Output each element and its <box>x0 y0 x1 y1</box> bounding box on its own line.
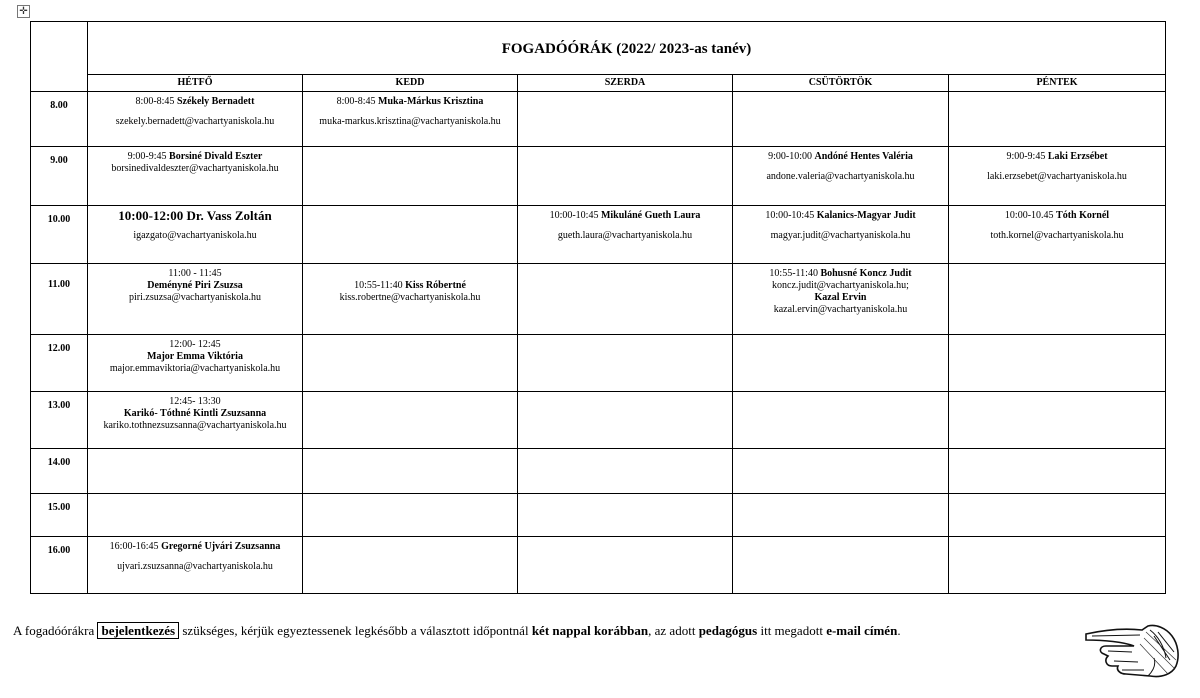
slot-cell <box>733 206 949 264</box>
slot-cell-empty <box>88 494 303 537</box>
slot-cell-empty <box>303 392 518 449</box>
pointing-hand-icon <box>1084 616 1184 684</box>
office-hours-table <box>30 21 1166 594</box>
teacher-name: Kazal Ervin <box>814 292 867 303</box>
teacher-email[interactable]: magyar.judit@vachartyaniskola.hu <box>770 230 911 241</box>
teacher-name: Dr. Vass Zoltán <box>186 208 272 223</box>
slot-cell-empty <box>518 537 733 594</box>
slot-cell <box>733 264 949 335</box>
slot-time: 9:00-9:45 <box>127 151 167 162</box>
slot-cell-empty <box>518 449 733 494</box>
teacher-email[interactable]: borsinedivaldeszter@vachartyaniskola.hu <box>111 163 279 174</box>
note-text: szükséges, kérjük egyeztessenek legkésőbb a választott időpontnál <box>182 623 529 638</box>
teacher-email[interactable]: szekely.bernadett@vachartyaniskola.hu <box>115 116 275 127</box>
slot-time: 10:00-12:00 <box>118 208 184 223</box>
slot-time: 10:55-11:40 <box>354 280 403 291</box>
teacher-name: Bohusné Koncz Judit <box>820 268 912 279</box>
teacher-email[interactable]: toth.kornel@vachartyaniskola.hu <box>990 230 1124 241</box>
teacher-name: Tóth Kornél <box>1056 210 1110 221</box>
slot-time: 8:00-8:45 <box>135 96 175 107</box>
teacher-email[interactable]: ujvari.zsuzsanna@vachartyaniskola.hu <box>117 561 273 572</box>
note-text: A fogadóórákra <box>13 623 95 638</box>
teacher-name: Kiss Róbertné <box>405 280 466 291</box>
slot-cell <box>88 147 303 206</box>
teacher-email[interactable]: laki.erzsebet@vachartyaniskola.hu <box>987 171 1127 182</box>
day-header-monday: HÉTFŐ <box>88 75 303 92</box>
slot-time: 12:45- 13:30 <box>169 396 221 407</box>
teacher-name: Laki Erzsébet <box>1047 151 1108 162</box>
slot-cell-empty <box>303 449 518 494</box>
hour-label: 8.00 <box>31 92 88 147</box>
teacher-email[interactable]: igazgato@vachartyaniskola.hu <box>133 230 257 241</box>
slot-cell-empty <box>733 392 949 449</box>
slot-cell-empty <box>733 335 949 392</box>
note-text: , az adott <box>648 623 696 638</box>
slot-cell-empty <box>949 335 1166 392</box>
teacher-name: Karikó- Tóthné Kintli Zsuzsanna <box>123 408 267 419</box>
slot-cell-empty <box>518 92 733 147</box>
slot-cell <box>518 206 733 264</box>
slot-cell-empty <box>303 335 518 392</box>
teacher-name: Muka-Márkus Krisztina <box>378 96 484 107</box>
slot-cell-empty <box>518 335 733 392</box>
teacher-name: Borsiné Divald Eszter <box>169 151 263 162</box>
note-bold: pedagógus <box>698 623 758 638</box>
teacher-name: Deményné Piri Zsuzsa <box>147 280 243 291</box>
slot-cell-empty <box>949 264 1166 335</box>
booking-note <box>13 623 901 639</box>
slot-cell <box>303 92 518 147</box>
slot-time: 10:00-10:45 <box>765 210 815 221</box>
slot-cell <box>949 147 1166 206</box>
slot-time: 10:00-10.45 <box>1004 210 1054 221</box>
slot-cell <box>88 335 303 392</box>
slot-cell-empty <box>518 264 733 335</box>
hour-label: 12.00 <box>31 335 88 392</box>
slot-cell-empty <box>733 537 949 594</box>
hour-label: 9.00 <box>31 147 88 206</box>
hour-label: 10.00 <box>31 206 88 264</box>
slot-cell-empty <box>949 537 1166 594</box>
slot-cell-empty <box>949 449 1166 494</box>
slot-cell <box>303 264 518 335</box>
slot-time: 9:00-10:00 <box>768 151 813 162</box>
corner-cell <box>31 22 88 92</box>
slot-cell-empty <box>518 147 733 206</box>
teacher-name: Andóné Hentes Valéria <box>814 151 913 162</box>
slot-cell-empty <box>733 494 949 537</box>
slot-cell <box>733 147 949 206</box>
slot-cell-empty <box>303 206 518 264</box>
slot-cell-empty <box>518 392 733 449</box>
slot-cell <box>88 392 303 449</box>
slot-cell-empty <box>949 494 1166 537</box>
teacher-email[interactable]: kariko.tothnezsuzsanna@vachartyaniskola.hu <box>103 420 287 431</box>
table-title: FOGADÓÓRÁK (2022/ 2023-as tanév) <box>88 22 1166 75</box>
slot-cell-empty <box>733 449 949 494</box>
slot-time: 12:00- 12:45 <box>169 339 221 350</box>
slot-cell <box>88 92 303 147</box>
hour-label: 16.00 <box>31 537 88 594</box>
table-move-handle-icon[interactable]: ✛ <box>17 5 30 18</box>
teacher-name: Kalanics-Magyar Judit <box>816 210 916 221</box>
teacher-email[interactable]: kazal.ervin@vachartyaniskola.hu <box>773 304 908 315</box>
slot-time: 9:00-9:45 <box>1006 151 1046 162</box>
teacher-name: Gregorné Ujvári Zsuzsanna <box>161 541 281 552</box>
slot-time: 8:00-8:45 <box>336 96 376 107</box>
teacher-email[interactable]: andone.valeria@vachartyaniskola.hu <box>766 171 915 182</box>
teacher-email[interactable]: koncz.judit@vachartyaniskola.hu; <box>772 280 909 291</box>
teacher-name: Major Emma Viktória <box>147 351 243 362</box>
slot-cell-empty <box>949 92 1166 147</box>
note-bold: két nappal korábban <box>531 623 649 638</box>
slot-cell <box>88 264 303 335</box>
day-header-wednesday: SZERDA <box>518 75 733 92</box>
teacher-email[interactable]: gueth.laura@vachartyaniskola.hu <box>557 230 693 241</box>
teacher-email[interactable]: major.emmaviktoria@vachartyaniskola.hu <box>109 363 281 374</box>
note-text: itt megadott <box>760 623 823 638</box>
slot-cell-empty <box>303 537 518 594</box>
day-header-thursday: CSÜTÖRTÖK <box>733 75 949 92</box>
slot-cell-empty <box>518 494 733 537</box>
slot-cell <box>88 206 303 264</box>
teacher-email[interactable]: kiss.robertne@vachartyaniskola.hu <box>339 292 481 303</box>
hour-label: 14.00 <box>31 449 88 494</box>
note-boxed-word: bejelentkezés <box>97 622 179 639</box>
hour-label: 13.00 <box>31 392 88 449</box>
slot-cell-empty <box>733 92 949 147</box>
slot-cell-empty <box>949 392 1166 449</box>
day-header-tuesday: KEDD <box>303 75 518 92</box>
slot-cell <box>88 537 303 594</box>
hour-label: 15.00 <box>31 494 88 537</box>
slot-cell-empty <box>88 449 303 494</box>
note-bold: e-mail címén <box>826 623 898 638</box>
teacher-name: Mikuláné Gueth Laura <box>600 210 701 221</box>
teacher-email[interactable]: piri.zsuzsa@vachartyaniskola.hu <box>129 292 261 303</box>
hour-label: 11.00 <box>31 264 88 335</box>
teacher-email[interactable]: muka-markus.krisztina@vachartyaniskola.hu <box>319 116 501 127</box>
teacher-name: Székely Bernadett <box>176 96 255 107</box>
note-text: . <box>897 623 901 638</box>
slot-cell-empty <box>303 494 518 537</box>
day-header-friday: PÉNTEK <box>949 75 1166 92</box>
slot-time: 16:00-16:45 <box>109 541 159 552</box>
slot-time: 10:55-11:40 <box>769 268 818 279</box>
slot-time: 10:00-10:45 <box>549 210 599 221</box>
slot-cell-empty <box>303 147 518 206</box>
slot-time: 11:00 - 11:45 <box>168 268 222 279</box>
slot-cell <box>949 206 1166 264</box>
